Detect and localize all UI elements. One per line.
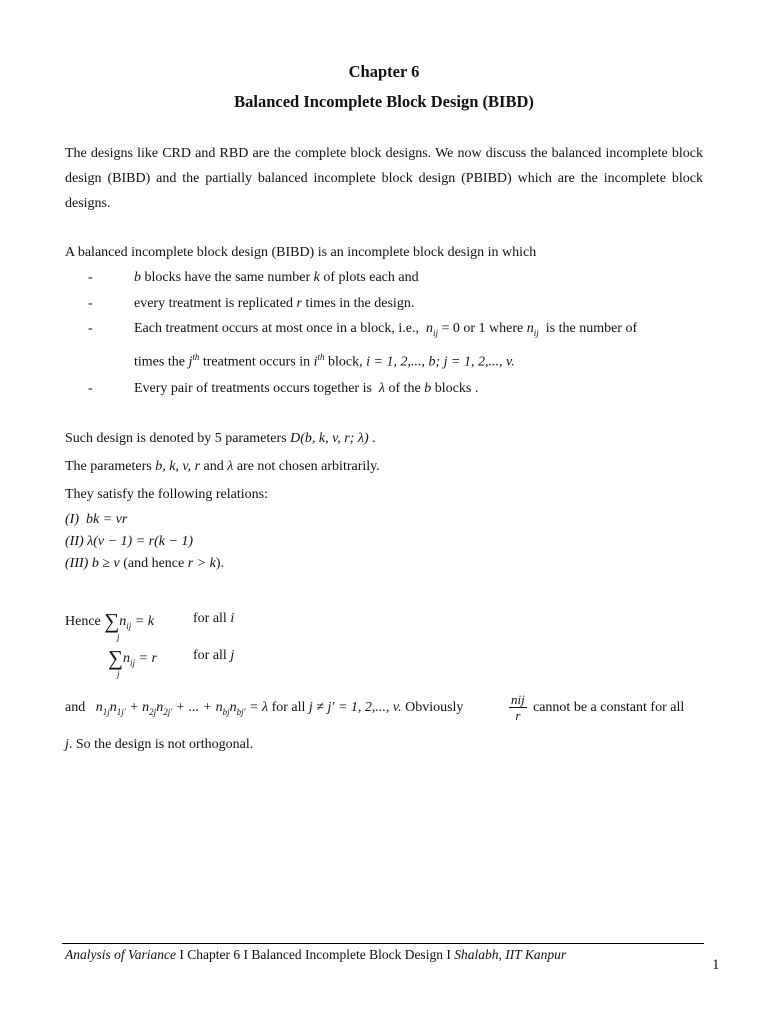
footer-rule <box>62 943 704 944</box>
relation-3: (III) b ≥ v (and hence r > k). <box>65 556 225 571</box>
chapter-title: Chapter 6 <box>348 62 420 81</box>
bullet-3: Each treatment occurs at most once in a block, i.e., $n_{ij} = 0$ or 1 where $n_{ij}$ is the number of <box>134 321 638 338</box>
bullet-dash: - <box>88 270 93 285</box>
params-line-2: The parameters b, k, v, r and λ are not chosen arbitrarily. <box>65 459 380 474</box>
definition-intro: A balanced incomplete block design (BIBD) is an incomplete block design in which <box>65 245 537 260</box>
relation-2: (II) λ(v − 1) = r(k − 1) <box>65 534 194 549</box>
relation-1: (I) bk = vr <box>65 512 128 527</box>
sum-index: j <box>117 632 120 642</box>
constant-text: cannot be a constant for all <box>533 700 685 715</box>
bullet-1: b blocks have the same number k of plots each and <box>134 270 419 285</box>
forall-j: for all j <box>193 648 235 663</box>
footer-text: Analysis of Variance I Chapter 6 I Balanced Incomplete Block Design I Shalabh, IIT Kanpur <box>65 947 567 962</box>
bullet-3-line-2: times the $j^{th}$ treatment occurs in $i^{th}$ block, i = 1, 2,..., b; j = 1, 2,..., v. <box>134 352 515 370</box>
sum-index: j <box>117 669 120 679</box>
sum-row-r: $\sum n_{ij} = r$ <box>108 646 157 670</box>
bullet-dash: - <box>88 381 93 396</box>
balance-condition: and $n_{1j}n_{1j'} + n_{2j}n_{2j'}$ + ... + $n_{bj}n_{bj'} = \lambda$ for all j ≠ j′ = 1, 2,..., v. Obviously <box>65 700 464 717</box>
forall-i: for all i <box>193 611 235 626</box>
bullet-4: Every pair of treatments occurs together is λ of the b blocks . <box>134 381 479 396</box>
chapter-subtitle: Balanced Incomplete Block Design (BIBD) <box>234 92 534 111</box>
bullet-2: every treatment is replicated r times in the design. <box>134 296 415 311</box>
params-line-3: They satisfy the following relations: <box>65 487 268 502</box>
bullet-dash: - <box>88 296 93 311</box>
page-number: 1 <box>712 957 720 973</box>
ratio-fraction: $\frac{\text{nij}}{r}$ <box>511 692 525 723</box>
params-line-1: Such design is denoted by 5 parameters D(b, k, v, r; λ) . <box>65 431 376 446</box>
sum-row-k: Hence $\sum n_{ij} = k$ <box>65 609 154 633</box>
bullet-dash: - <box>88 321 93 336</box>
intro-paragraph: The designs like CRD and RBD are the complete block designs. We now discuss the balanced incomplete block design (BIBD) and the partially balanced incomplete block design (PBIBD) which are the incomplete block designs. <box>65 146 703 211</box>
orthogonal-conclusion: j. So the design is not orthogonal. <box>65 737 254 752</box>
